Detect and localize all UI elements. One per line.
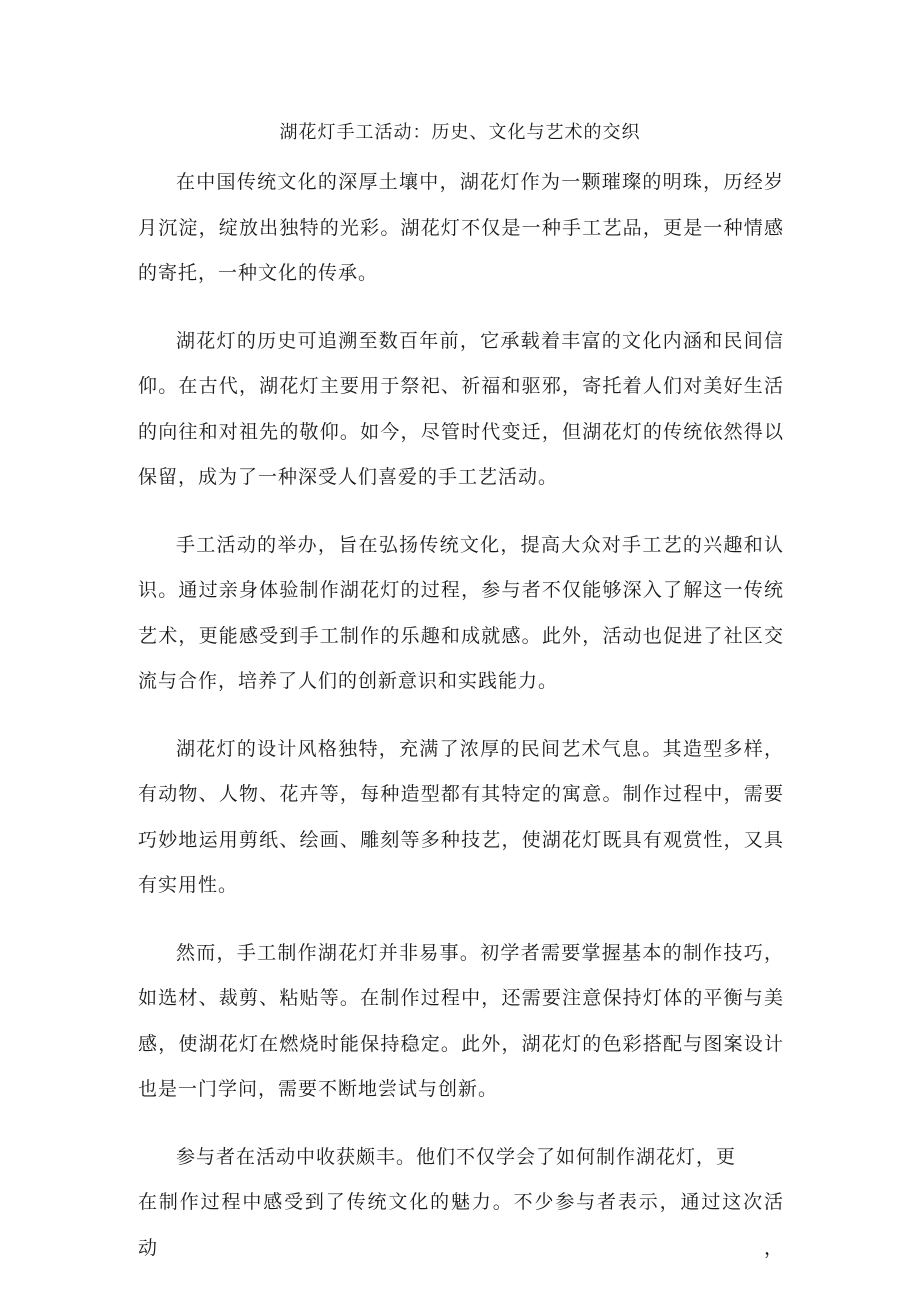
paragraph-harvest-line-2: 在制作过程中感受到了传统文化的魅力。不少参与者表示，通过这次活动， — [138, 1191, 784, 1259]
paragraph-intro: 在中国传统文化的深厚土壤中，湖花灯作为一颗璀璨的明珠，历经岁月沉淀，绽放出独特的光彩。湖花灯不仅是一种手工艺品，更是一种情感的寄托，一种文化的传承。 — [138, 171, 784, 284]
paragraph-difficulty: 然而，手工制作湖花灯并非易事。初学者需要掌握基本的制作技巧，如选材、裁剪、粘贴等。在制作过程中，还需要注意保持灯体的平衡与美感，使湖花灯在燃烧时能保持稳定。此外，湖花灯的色彩搭配与图案设计也是一门学问，需要不断地尝试与创新。 — [138, 941, 784, 1100]
paragraph-design: 湖花灯的设计风格独特，充满了浓厚的民间艺术气息。其造型多样，有动物、人物、花卉等，每种造型都有其特定的寓意。制作过程中，需要巧妙地运用剪纸、绘画、雕刻等多种技艺，使湖花灯既具有观赏性，又具有实用性。 — [138, 737, 784, 896]
paragraph-harvest — [138, 1135, 784, 1272]
document-title: 湖花灯手工活动：历史、文化与艺术的交织 — [279, 122, 641, 143]
paragraph-history: 湖花灯的历史可追溯至数百年前，它承载着丰富的文化内涵和民间信仰。在古代，湖花灯主要用于祭祀、祈福和驱邪，寄托着人们对美好生活的向往和对祖先的敬仰。如今，尽管时代变迁，但湖花灯的传统依然得以保留，成为了一种深受人们喜爱的手工艺活动。 — [138, 329, 784, 488]
paragraph-purpose: 手工活动的举办，旨在弘扬传统文化，提高大众对手工艺的兴趣和认识。通过亲身体验制作湖花灯的过程，参与者不仅能够深入了解这一传统艺术，更能感受到手工制作的乐趣和成就感。此外，活动也促进了社区交流与合作，培养了人们的创新意识和实践能力。 — [138, 533, 784, 692]
paragraph-harvest-line-1: 参与者在活动中收获颇丰。他们不仅学会了如何制作湖花灯，更 — [176, 1145, 737, 1168]
document-body — [138, 160, 784, 1293]
